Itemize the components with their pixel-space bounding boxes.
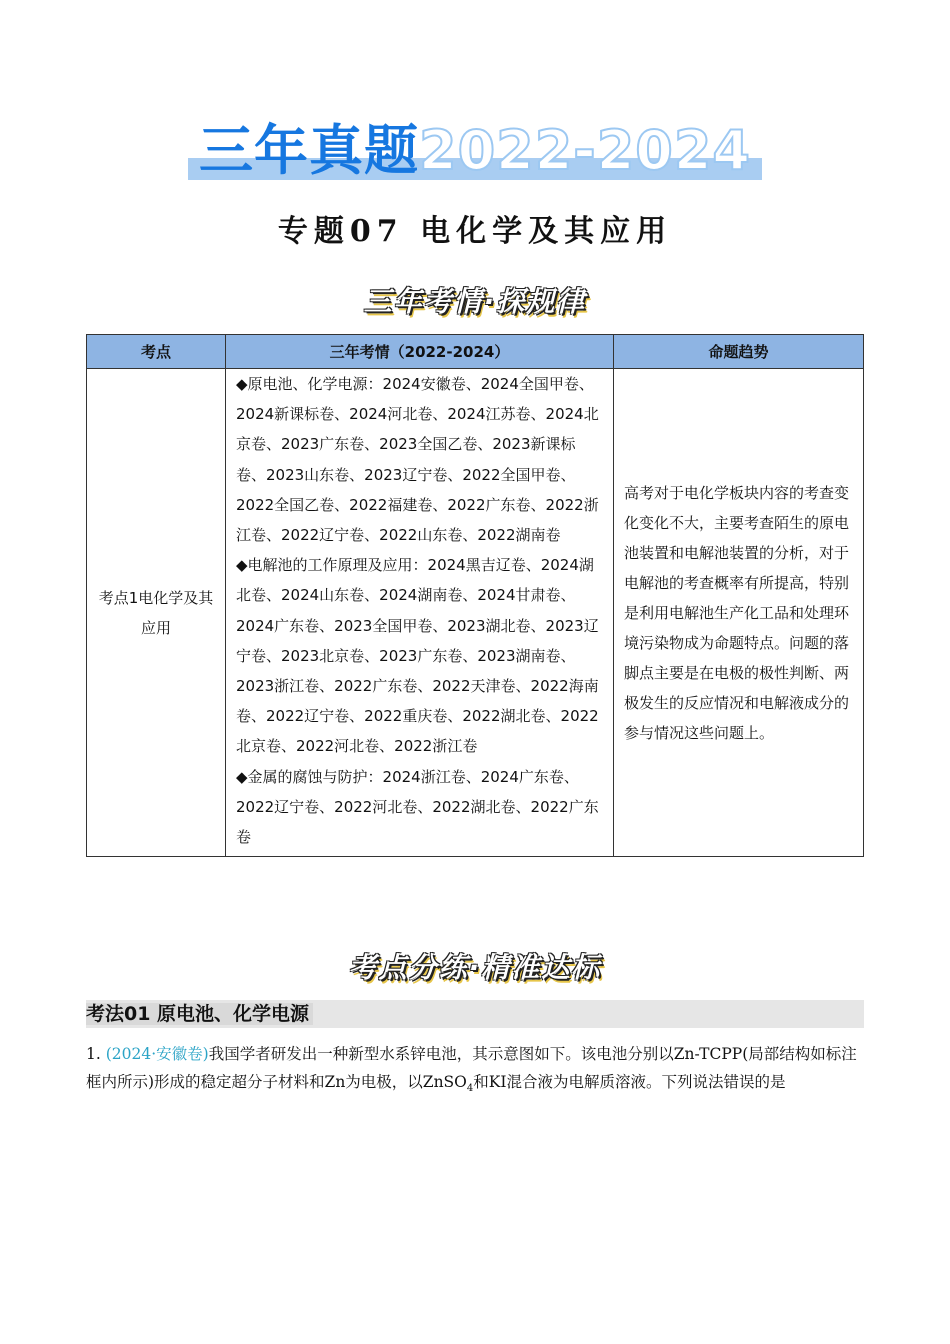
question-source: (2024·安徽卷) [105, 1045, 209, 1063]
section-title-practice: 考点分练·精准达标 [348, 951, 602, 984]
exam-analysis-table [86, 334, 864, 857]
section-title-trends: 三年考情·探规律 [363, 285, 587, 318]
exam-method-heading [86, 1000, 864, 1028]
header-topic: 考点 [87, 335, 226, 369]
detail-corrosion: ◆金属的腐蚀与防护：2024浙江卷、2024广东卷、2022辽宁卷、2022河北卷、2022湖北卷、2022广东卷 [236, 767, 599, 847]
trend-cell: 高考对于电化学板块内容的考查变化变化不大，主要考查陌生的原电池装置和电解池装置的分析，对于电解池的考查概率有所提高，特别是利用电解池生产化工品和处理环境污染物成为命题特点。问题的落脚点主要是在电极的极性判断、两极发生的反应情况和电解液成分的参与情况这些问题上。 [614, 369, 864, 857]
banner-text [188, 118, 762, 184]
question-text-b: 和KI混合液为电解质溶液。下列说法错误的是 [473, 1073, 786, 1091]
topic-cell: 考点1电化学及其应用 [87, 369, 226, 857]
question-subscript: 4 [466, 1083, 474, 1095]
details-cell [226, 369, 614, 857]
header-trend: 命题趋势 [614, 335, 864, 369]
question-number: 1. [86, 1045, 101, 1063]
exam-method-label: 考法01 原电池、化学电源 [86, 1003, 313, 1025]
question-1 [86, 1040, 864, 1103]
banner-cn: 三年真题 [199, 119, 419, 182]
header-details: 三年考情（2022-2024） [226, 335, 614, 369]
question-text-a: 我国学者研发出一种新型水系锌电池，其示意图如下。该电池分别以Zn-TCPP(局部结构如标注框内所示)形成的稳定超分子材料和Zn为电极，以ZnSO [86, 1045, 857, 1091]
table-header-row [87, 335, 864, 369]
detail-primary-cell: ◆原电池、化学电源：2024安徽卷、2024全国甲卷、2024新课标卷、2024河北卷、2024江苏卷、2024北京卷、2023广东卷、2023全国乙卷、2023新课标卷、2023山东卷、2023辽宁卷、2022全国甲卷、2022全国乙卷、2022福建卷、2022广东卷、2022浙江卷、2022辽宁卷、2022山东卷、2022湖南卷 [236, 375, 599, 545]
table-row [87, 369, 864, 857]
title-banner [188, 118, 762, 188]
banner-years: 2022-2024 [419, 119, 751, 182]
detail-electrolytic-cell: ◆电解池的工作原理及应用：2024黑吉辽卷、2024湖北卷、2024山东卷、2024湖南卷、2024甘肃卷、2024广东卷、2023全国甲卷、2023湖北卷、2023辽宁卷、2023北京卷、2023广东卷、2023湖南卷、2023浙江卷、2022广东卷、2022天津卷、2022海南卷、2022辽宁卷、2022重庆卷、2022湖北卷、2022北京卷、2022河北卷、2022浙江卷 [236, 556, 599, 756]
page-subtitle: 专题07 电化学及其应用 [277, 214, 673, 249]
